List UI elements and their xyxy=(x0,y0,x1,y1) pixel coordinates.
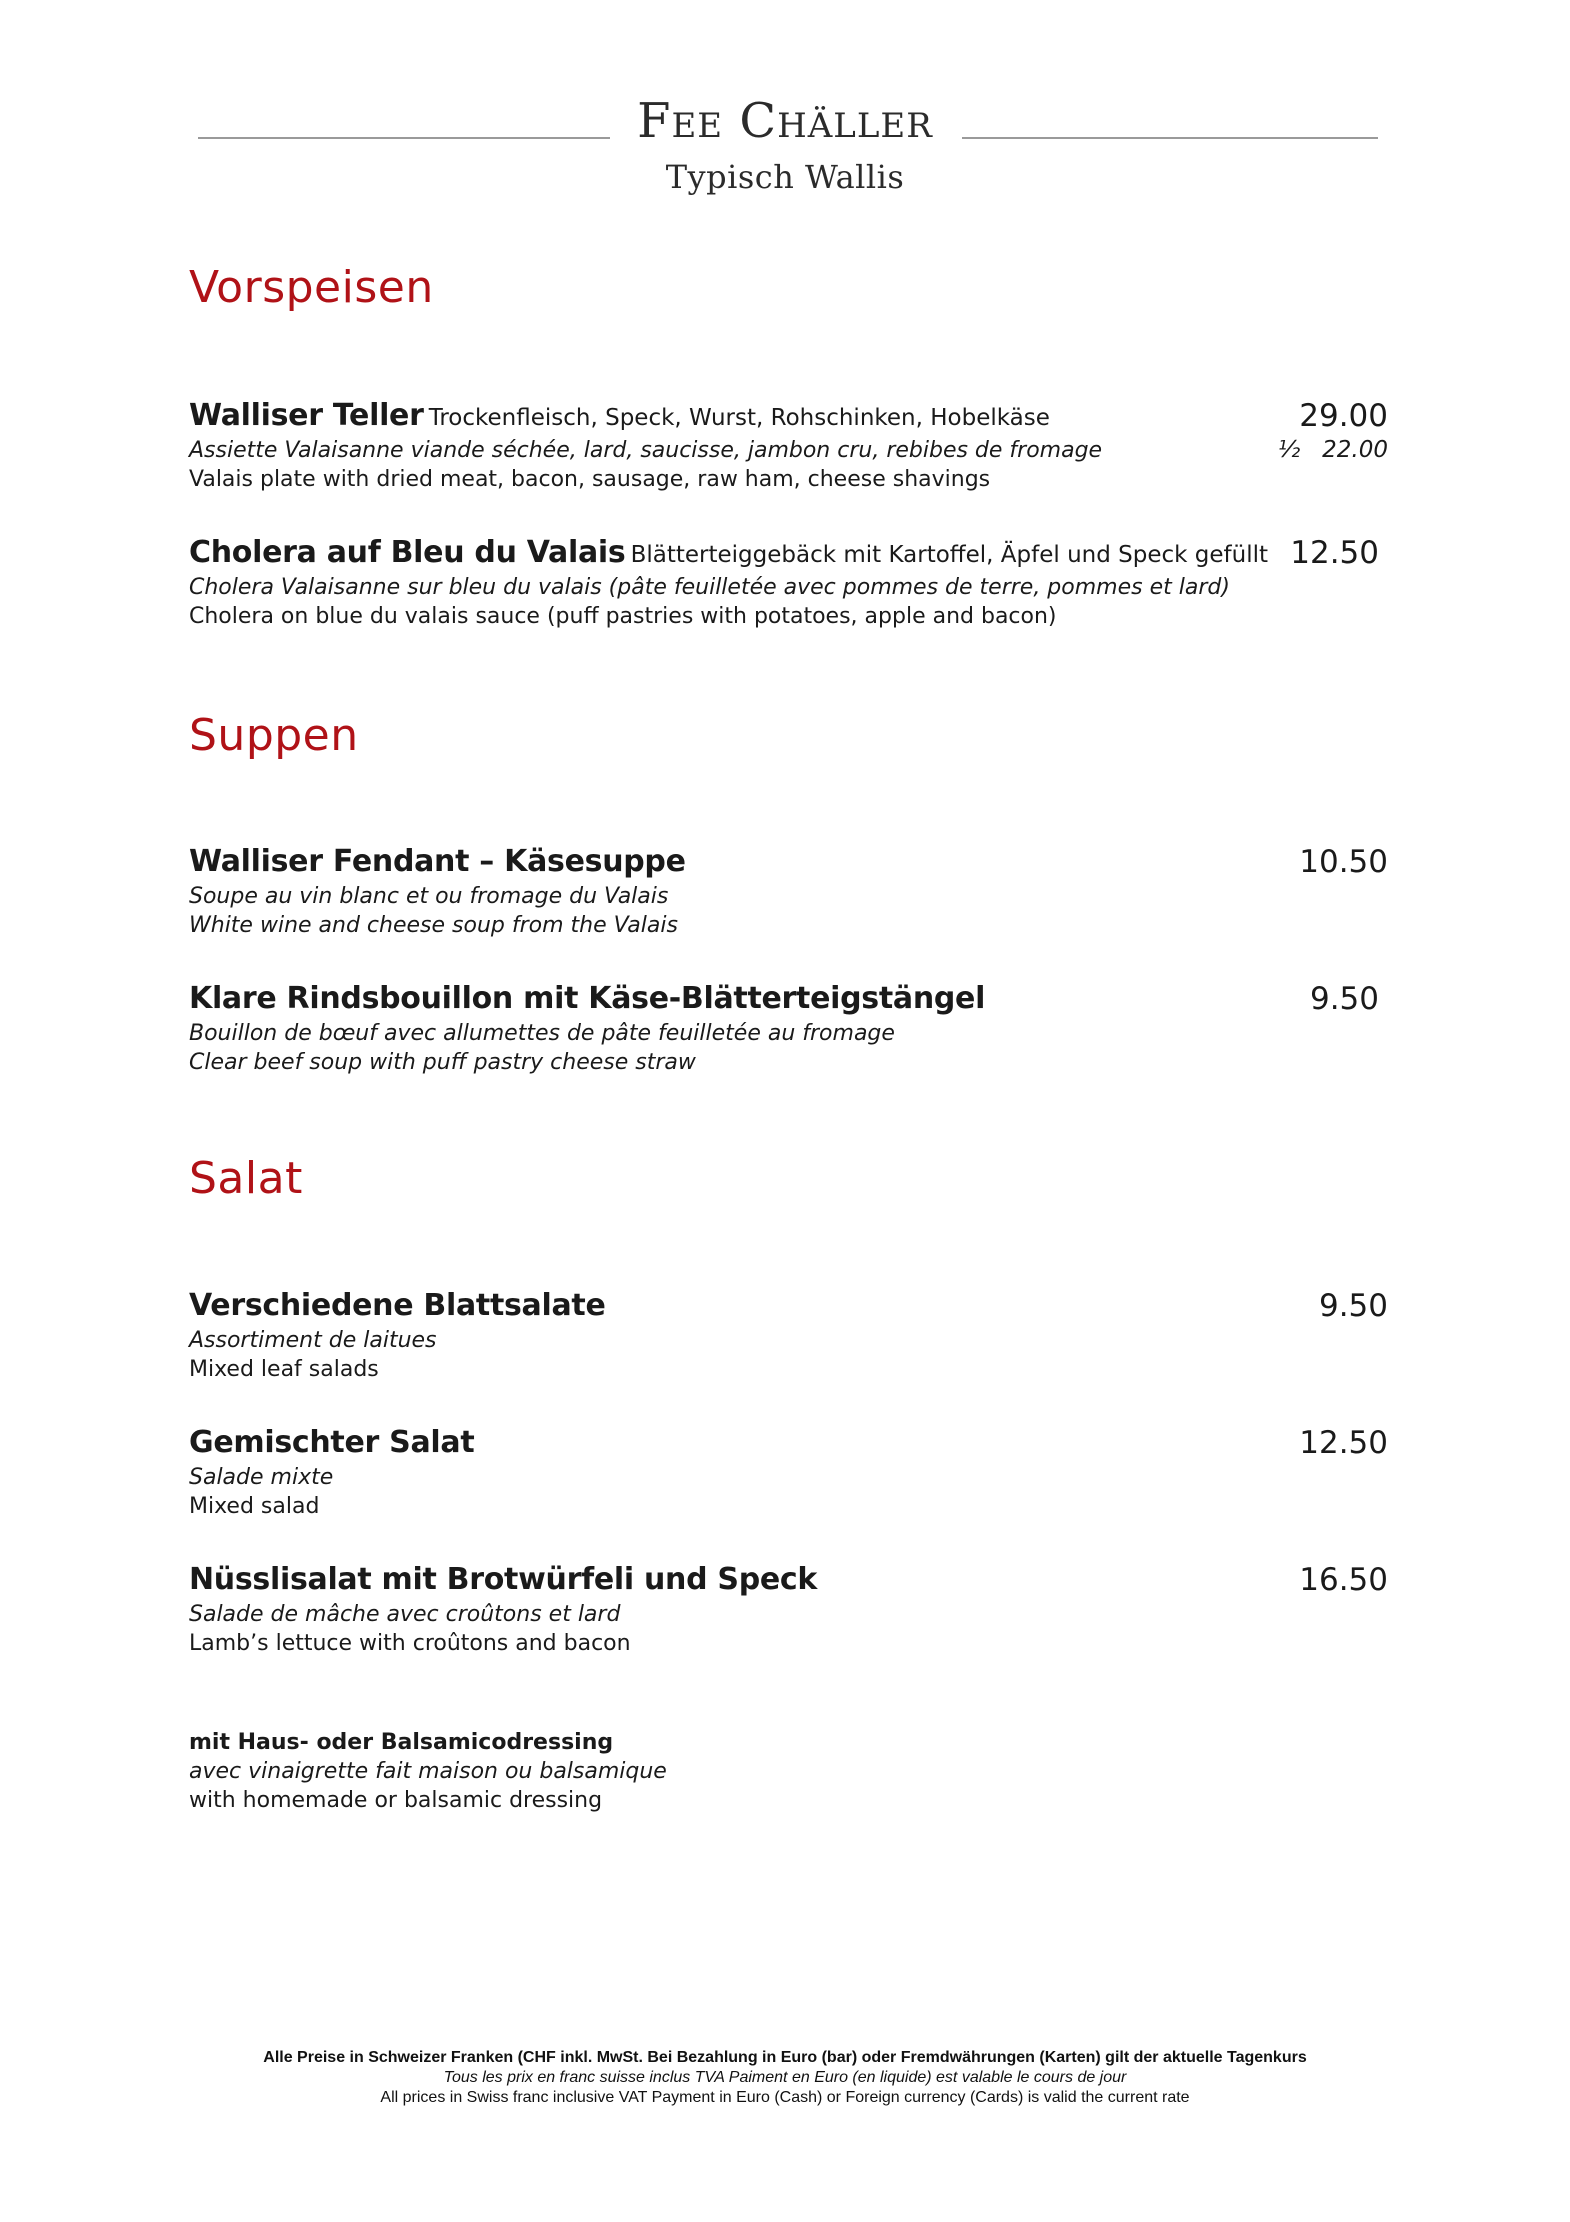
item-description-fr: Salade mixte xyxy=(189,1465,334,1490)
item-name: Walliser Fendant – Käsesuppe xyxy=(189,844,686,879)
menu-item-blattsalate xyxy=(189,1286,1388,1384)
item-description-de: Trockenfleisch, Speck, Wurst, Rohschinken, Hobelkäse xyxy=(428,405,1050,431)
item-name: Verschiedene Blattsalate xyxy=(189,1288,606,1323)
menu-item-cholera xyxy=(189,533,1379,631)
item-description-en: Lamb’s lettuce with croûtons and bacon xyxy=(189,1631,631,1656)
item-name: Klare Rindsbouillon mit Käse-Blätterteigstängel xyxy=(189,981,986,1016)
dressing-en: with homemade or balsamic dressing xyxy=(189,1788,603,1813)
item-description-en: Valais plate with dried meat, bacon, sausage, raw ham, cheese shavings xyxy=(189,467,991,492)
price-footer xyxy=(0,2048,1570,2108)
item-description-en: White wine and cheese soup from the Valais xyxy=(189,913,678,938)
item-description-de: Blätterteiggebäck mit Kartoffel, Äpfel und Speck gefüllt xyxy=(630,542,1268,568)
item-description-fr: Cholera Valaisanne sur bleu du valais (pâte feuilletée avec pommes de terre, pommes et lard) xyxy=(189,575,1230,600)
item-price: 16.50 xyxy=(1299,1562,1388,1598)
item-price: 9.50 xyxy=(1309,981,1379,1017)
restaurant-name: Fee Chäller xyxy=(637,93,933,149)
item-description-fr: Bouillon de bœuf avec allumettes de pâte feuilletée au fromage xyxy=(189,1021,895,1046)
section-title-suppen: Suppen xyxy=(189,710,359,761)
item-price: 29.00 xyxy=(1299,398,1388,434)
section-title-vorspeisen: Vorspeisen xyxy=(189,262,434,313)
half-portion xyxy=(1278,436,1388,465)
item-description-en: Clear beef soup with puff pastry cheese straw xyxy=(189,1050,696,1075)
menu-item-nuesslisalat xyxy=(189,1560,1388,1658)
menu-item-gemischter-salat xyxy=(189,1423,1388,1521)
item-description-fr: Assiette Valaisanne viande séchée, lard, saucisse, jambon cru, rebibes de fromage xyxy=(189,438,1103,463)
menu-item-fendant-kaesesuppe xyxy=(189,842,1388,940)
item-price: 12.50 xyxy=(1299,1425,1388,1461)
menu-item-rindsbouillon xyxy=(189,979,1379,1077)
footer-en: All prices in Swiss franc inclusive VAT Payment in Euro (Cash) or Foreign currency (Cards) is valid the current rate xyxy=(380,2089,1190,2106)
section-title-salat: Salat xyxy=(189,1153,303,1204)
item-description-en: Mixed salad xyxy=(189,1494,320,1519)
item-description-en: Cholera on blue du valais sauce (puff pastries with potatoes, apple and bacon) xyxy=(189,604,1057,629)
item-name: Walliser Teller xyxy=(189,398,424,433)
footer-de: Alle Preise in Schweizer Franken (CHF inkl. MwSt. Bei Bezahlung in Euro (bar) oder Fremdwährungen (Karten) gilt der aktuelle Tagenkurs xyxy=(263,2049,1307,2066)
brand xyxy=(620,95,950,196)
item-name: Gemischter Salat xyxy=(189,1425,475,1460)
footer-fr: Tous les prix en franc suisse inclus TVA Paiment en Euro (en liquide) est valable le cours de jour xyxy=(443,2069,1127,2086)
menu-header xyxy=(0,95,1570,225)
half-price: 22.00 xyxy=(1322,437,1388,463)
dressing-note xyxy=(189,1728,1089,1815)
item-price: 9.50 xyxy=(1318,1288,1388,1324)
restaurant-subtitle: Typisch Wallis xyxy=(665,157,905,196)
item-price: 12.50 xyxy=(1290,535,1379,571)
item-description-fr: Assortiment de laitues xyxy=(189,1328,437,1353)
item-description-en: Mixed leaf salads xyxy=(189,1357,379,1382)
item-name: Nüsslisalat mit Brotwürfeli und Speck xyxy=(189,1562,818,1597)
item-price: 10.50 xyxy=(1299,844,1388,880)
header-rule-left xyxy=(198,137,610,139)
dressing-de: mit Haus- oder Balsamicodressing xyxy=(189,1730,614,1755)
item-description-fr: Soupe au vin blanc et ou fromage du Valais xyxy=(189,884,669,909)
dressing-fr: avec vinaigrette fait maison ou balsamique xyxy=(189,1759,667,1784)
item-description-fr: Salade de mâche avec croûtons et lard xyxy=(189,1602,621,1627)
half-symbol: ½ xyxy=(1277,437,1301,463)
header-rule-right xyxy=(962,137,1378,139)
item-name: Cholera auf Bleu du Valais xyxy=(189,535,626,570)
menu-item-walliser-teller xyxy=(189,396,1388,494)
